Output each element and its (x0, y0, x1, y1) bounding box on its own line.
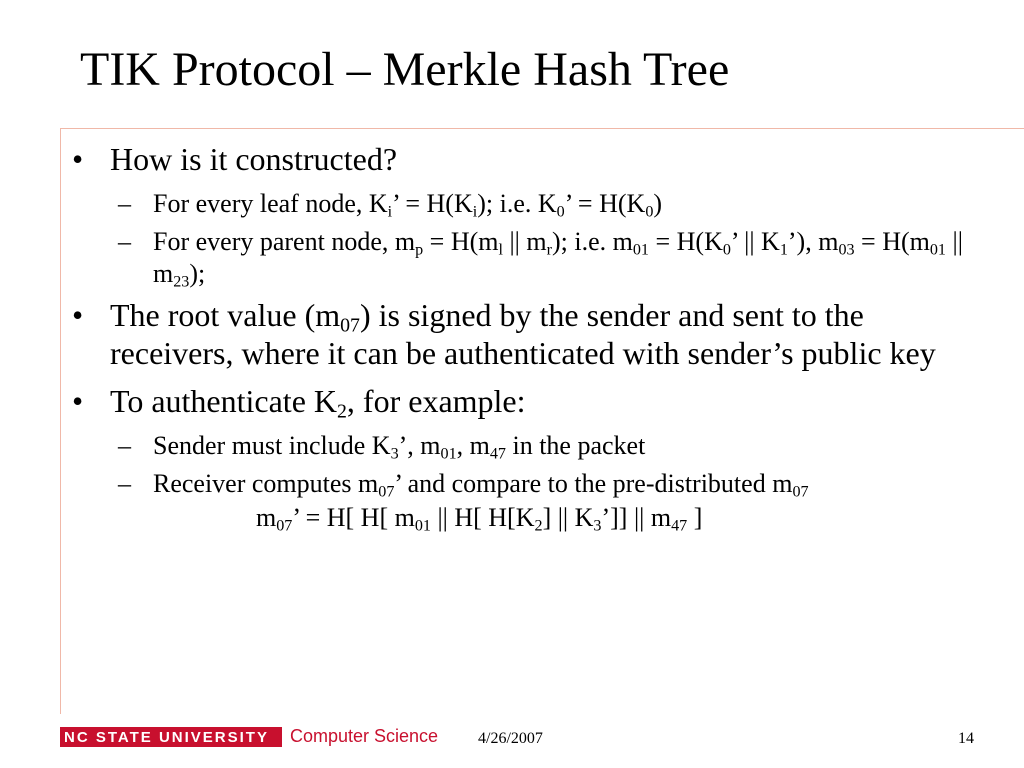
sub-bullet-sender (70, 430, 990, 462)
sub-bullet-receiver (70, 468, 990, 534)
sub-bullet-text: For every parent node, $m_p = H(m_l$ || $m_r$); i.e. $m_{01} = H(K_0$’ || $K_1$’), $m_{03} = H(m_{01}$ || $m_{23}$); (153, 227, 963, 291)
slide-body (70, 140, 990, 540)
university-logo-bar (60, 727, 282, 747)
bullet-root-value (70, 296, 990, 372)
bullet-marker: • (72, 383, 84, 419)
dash-marker: – (118, 189, 131, 218)
slide-date: 4/26/2007 (478, 730, 543, 747)
bullet-text: To authenticate $K_2$, for example: (110, 383, 526, 423)
dash-marker: – (118, 227, 131, 256)
university-name: NC STATE UNIVERSITY (64, 728, 269, 746)
dash-marker: – (118, 431, 131, 460)
department-name: Computer Science (290, 726, 439, 746)
dash-marker: – (118, 469, 131, 498)
bullet-marker: • (72, 141, 84, 177)
bullet-text: How is it constructed? (110, 141, 398, 177)
bullet-construction (70, 140, 990, 178)
slide-title: TIK Protocol – Merkle Hash Tree (80, 43, 730, 96)
sub-bullet-text: Receiver computes $m_{07}$’ and compare to the pre-distributed $m_{07}$ (153, 469, 809, 501)
bullet-marker: • (72, 297, 84, 333)
sub-bullet-parent-node (70, 226, 990, 290)
sub-bullet-text: Sender must include $K_3$’, $m_{01}$, $m_{47}$ in the packet (153, 431, 646, 463)
bullet-text: The root value $(m_{07})$ is signed by the sender and sent to the receivers, where it can be authenticated with sender’s public key (110, 297, 936, 371)
page-number: 14 (958, 730, 974, 747)
equation-line: $m_{07}$’ = H[ H[ $m_{01}$ || H[ $H[K_2]$ || $K_3$’]] || $m_{47}$ ] (256, 503, 703, 535)
bullet-authenticate (70, 382, 990, 423)
sub-bullet-text: For every leaf node, $K_i$’ = $H(K_i)$; i.e. $K_0$’ = $H(K_0)$ (153, 189, 663, 221)
sub-bullet-leaf-node (70, 188, 990, 220)
